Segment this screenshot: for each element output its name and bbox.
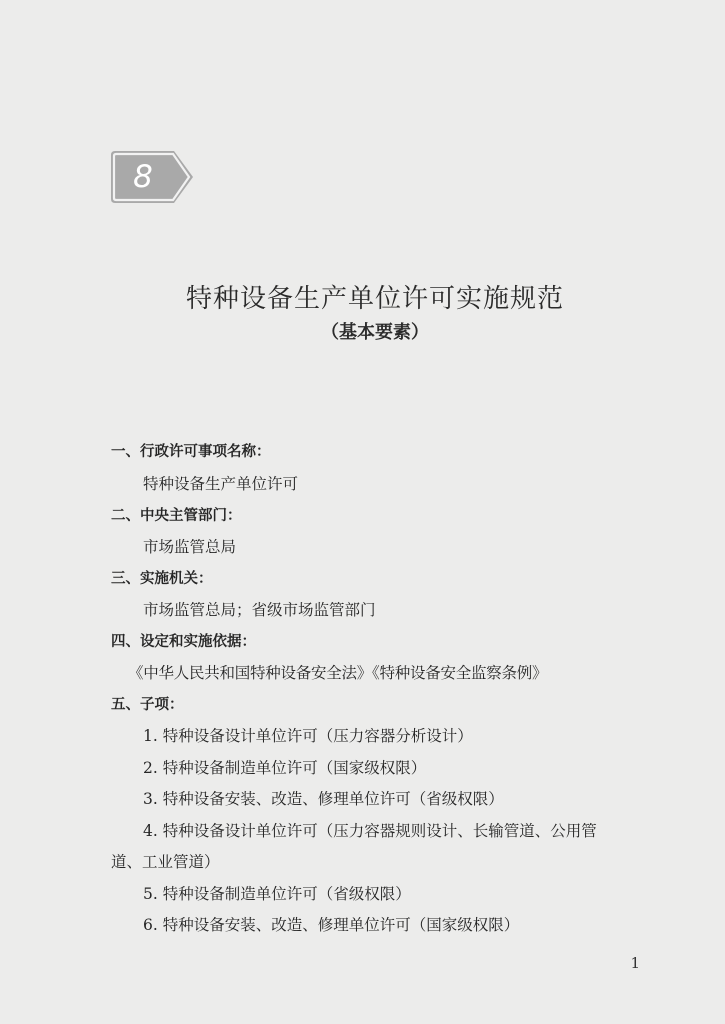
page-number: 1 bbox=[630, 954, 640, 972]
section-content-3: 市场监管总局；省级市场监管部门 bbox=[143, 601, 376, 619]
section-heading-5: 五、子项： bbox=[111, 697, 184, 713]
list-item: 6. 特种设备安装、改造、修理单位许可（国家级权限） bbox=[143, 916, 520, 934]
list-item: 4. 特种设备设计单位许可（压力容器规则设计、长输管道、公用管 bbox=[143, 822, 597, 840]
section-heading-3: 三、实施机关： bbox=[111, 571, 213, 587]
document-title: 特种设备生产单位许可实施规范 bbox=[185, 284, 564, 314]
section-content-2: 市场监管总局 bbox=[143, 538, 237, 556]
list-item: 1. 特种设备设计单位许可（压力容器分析设计） bbox=[143, 727, 473, 745]
list-item: 3. 特种设备安装、改造、修理单位许可（省级权限） bbox=[143, 790, 504, 808]
list-item: 2. 特种设备制造单位许可（国家级权限） bbox=[143, 759, 427, 777]
document-subtitle: （基本要素） bbox=[321, 322, 429, 343]
section-heading-4: 四、设定和实施依据： bbox=[111, 634, 256, 650]
list-item: 5. 特种设备制造单位许可（省级权限） bbox=[143, 885, 411, 903]
section-heading-2: 二、中央主管部门： bbox=[111, 508, 242, 524]
chapter-badge bbox=[110, 150, 194, 204]
chapter-number: 8 bbox=[133, 159, 153, 195]
section-content-4: 《中华人民共和国特种设备安全法》《特种设备安全监察条例》 bbox=[128, 664, 548, 682]
section-heading-1: 一、行政许可事项名称： bbox=[111, 444, 271, 460]
section-content-1: 特种设备生产单位许可 bbox=[143, 475, 299, 493]
list-item-continuation: 道、工业管道） bbox=[111, 853, 220, 871]
